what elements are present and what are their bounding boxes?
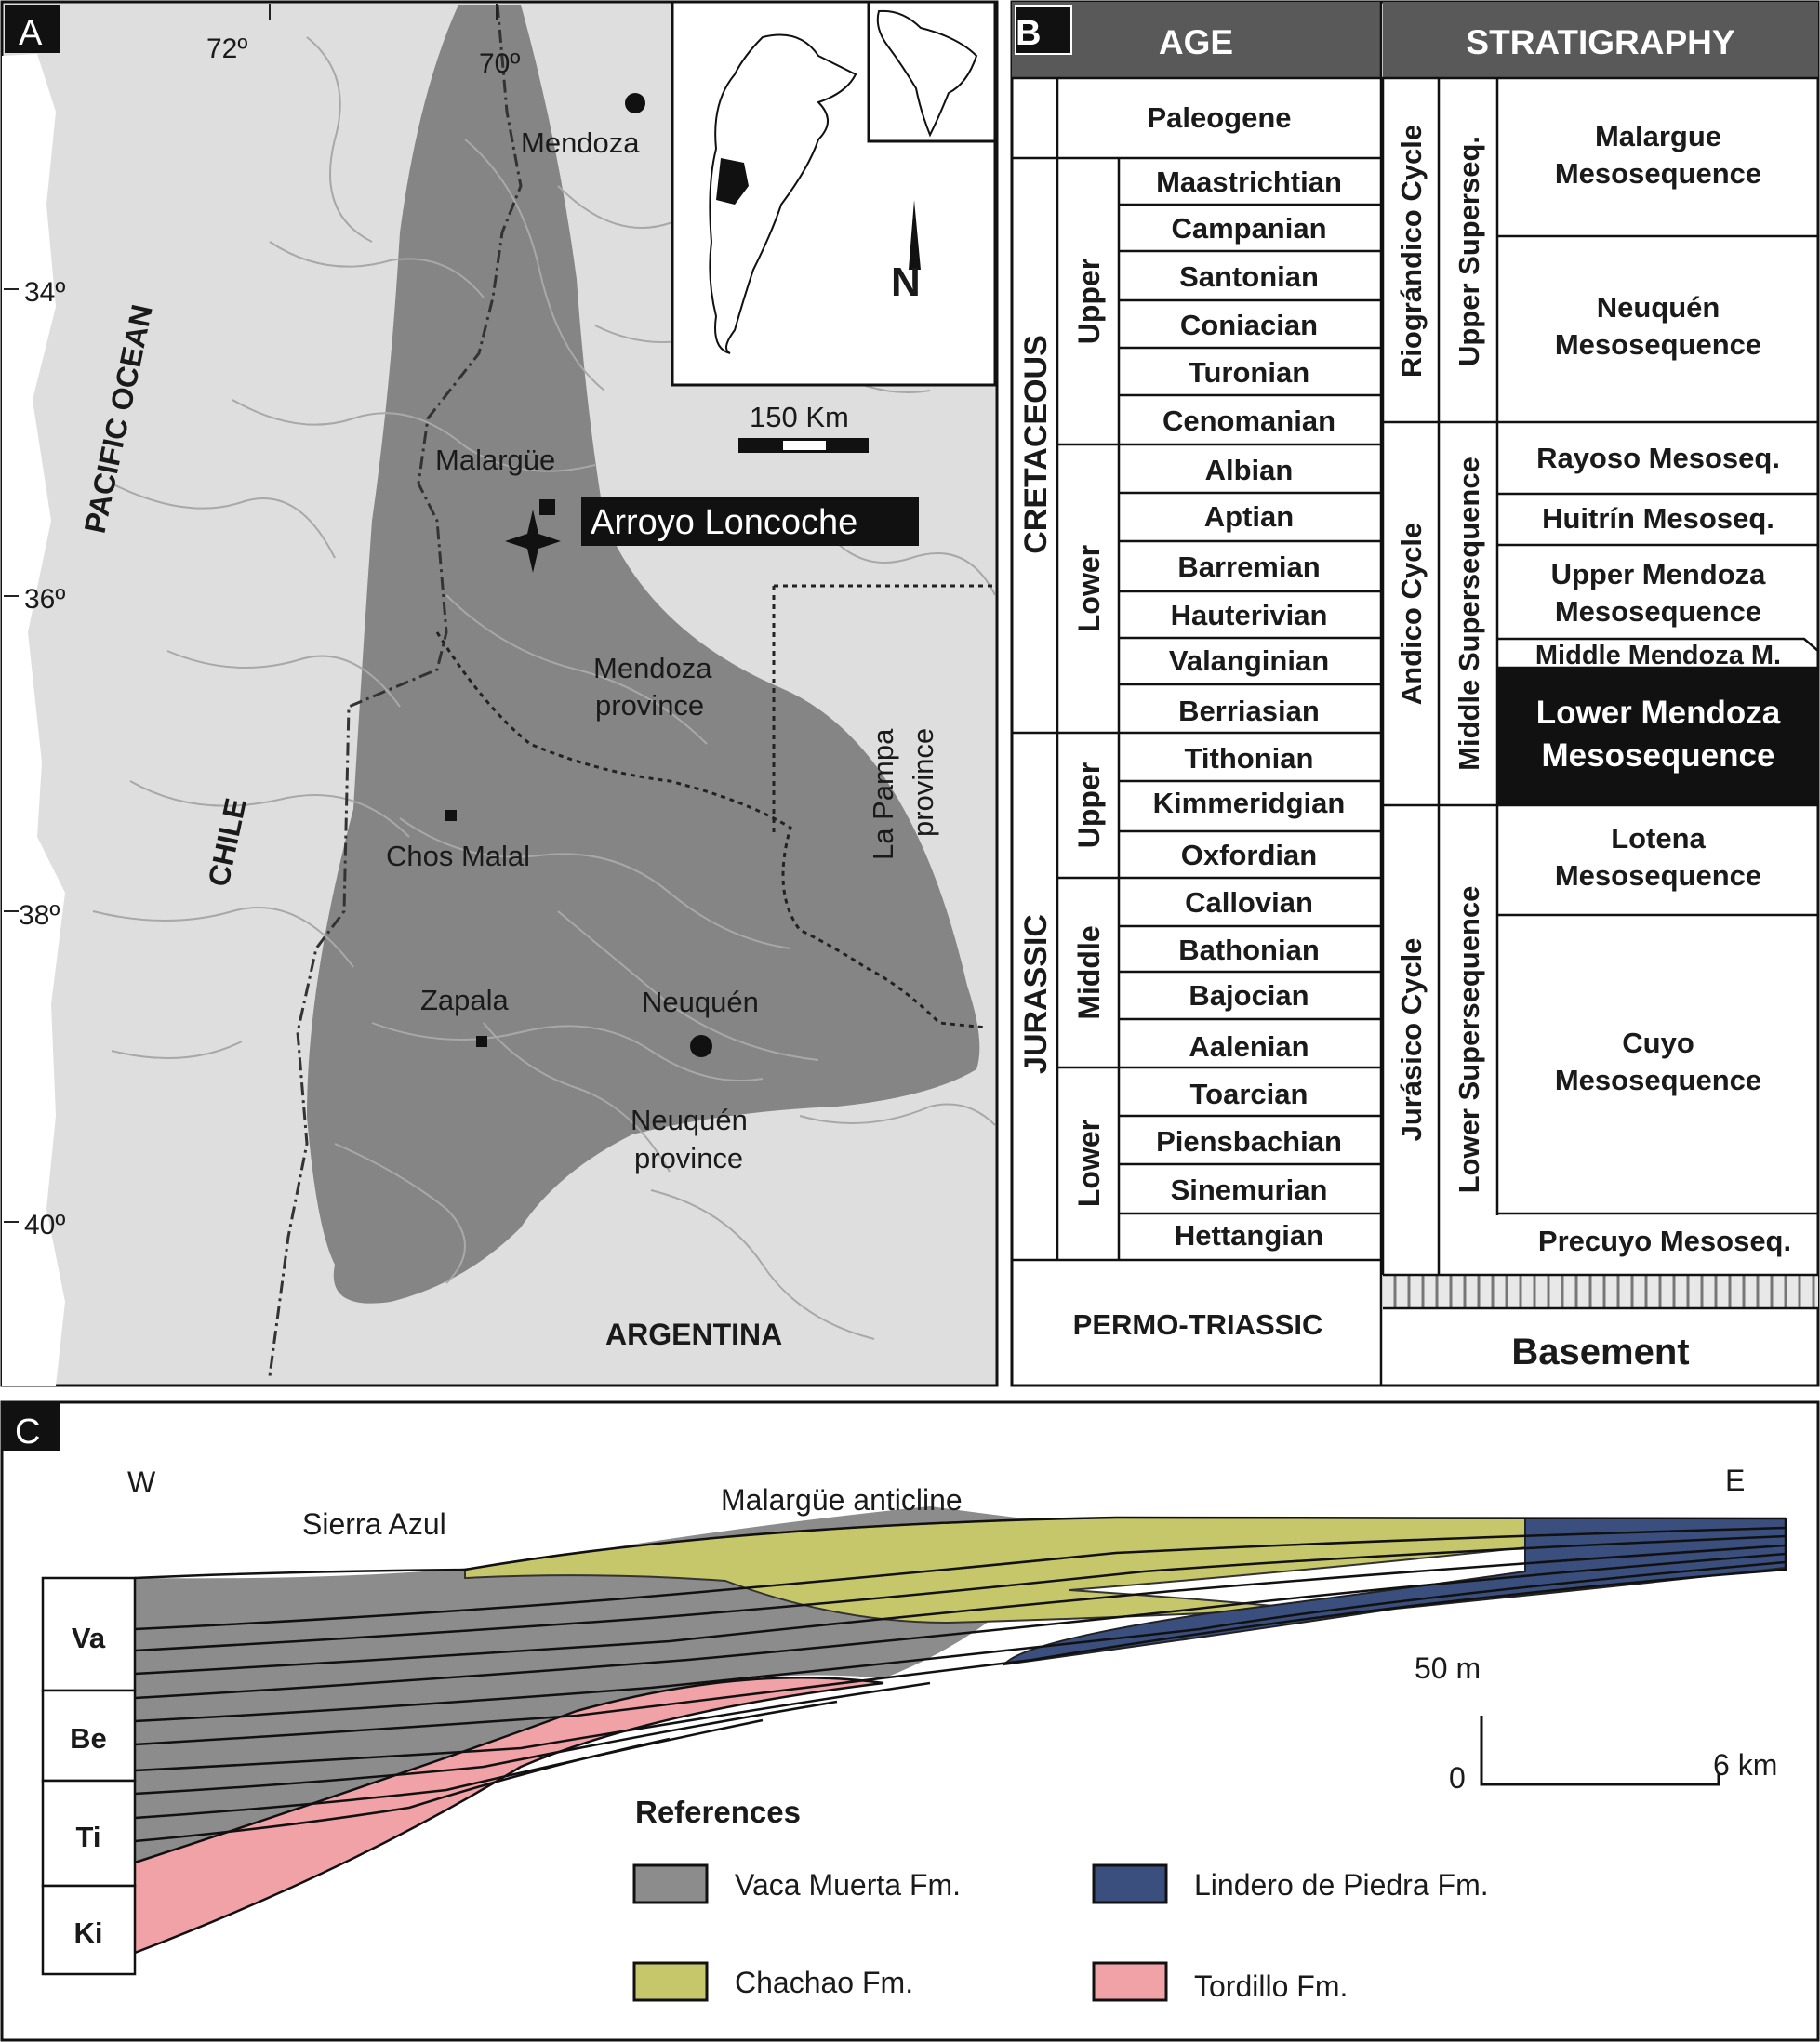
panel-b-stratigraphy [1012,2,1818,1386]
stage-label: Barremian [1177,550,1321,583]
lapampa-province-1: La Pampa [867,728,899,860]
stage-label: Oxfordian [1180,839,1318,871]
legend-label-chachao: Chachao Fm. [735,1966,914,1999]
east-label: E [1725,1464,1746,1497]
city-neuquen: Neuquén [642,986,759,1018]
legend-label-tordillo: Tordillo Fm. [1194,1969,1348,2003]
panel-a-label: A [19,14,43,53]
neuquen-province-1: Neuquén [631,1104,748,1136]
map-scale-label: 150 Km [750,401,849,433]
legend-swatch-lindero [1094,1865,1166,1903]
city-malargue: Malargüe [435,444,556,476]
lat-38: 38º [19,900,60,931]
map-scale-bar [738,438,869,453]
mendoza-city-marker [625,93,645,113]
stratigraphy-header: STRATIGRAPHY [1466,23,1735,61]
rayoso-meso: Rayoso Mesoseq. [1536,442,1780,474]
stage-label: Toarcian [1189,1078,1309,1110]
series-upper-cret: Upper [1072,258,1106,345]
legend-swatch-vaca-muerta [634,1865,707,1903]
upper-superseq: Upper Superseq. [1453,135,1485,367]
panel-c-cross-section [2,1402,1818,2040]
malargue-anticline-label: Malargüe anticline [721,1483,963,1517]
stage-label: Hettangian [1174,1219,1324,1252]
neuquen-city-marker [690,1035,712,1057]
stage-label: Valanginian [1168,644,1330,677]
stage-label: Cenomanian [1162,404,1336,437]
stage-label: Berriasian [1178,695,1320,727]
middle-mendoza: Middle Mendoza M. [1534,641,1782,670]
malargue-meso-1: Malargue [1594,120,1722,152]
stage-label: Hauterivian [1170,599,1328,631]
stage-label: Bajocian [1189,979,1309,1012]
jurassic-label: JURASSIC [1018,914,1054,1074]
svg-text:N: N [891,259,921,305]
south-america-inset [869,2,995,141]
stage-label: Sinemurian [1170,1173,1328,1206]
lon-70: 70º [479,48,521,79]
sierra-azul-label: Sierra Azul [302,1507,446,1541]
column-ki: Ki [73,1916,103,1949]
andico-cycle: Andico Cycle [1395,522,1428,706]
neuquen-meso-2: Mesosequence [1554,328,1762,361]
lower-mendoza-highlight [1497,668,1818,805]
stage-label: Aalenian [1189,1030,1309,1063]
stage-label: Callovian [1185,886,1313,919]
neuquen-meso-1: Neuquén [1596,291,1720,324]
middle-supersequence: Middle Supersequence [1453,457,1485,771]
scale-horizontal-label: 6 km [1713,1748,1778,1782]
column-be: Be [70,1722,107,1755]
locality-label: Arroyo Loncoche [591,503,858,542]
lat-36: 36º [24,584,66,615]
scale-vertical-label: 50 m [1415,1651,1481,1685]
lat-40: 40º [24,1210,66,1240]
city-mendoza: Mendoza [521,126,640,159]
cuyo-meso-2: Mesosequence [1554,1064,1762,1096]
column-va: Va [71,1622,106,1654]
mendoza-province-2: province [595,689,705,722]
pacific-ocean-label: PACIFIC OCEAN [77,301,159,537]
stage-label: Maastrichtian [1156,166,1342,198]
scale-zero-label: 0 [1449,1761,1466,1795]
series-upper-jur: Upper [1072,762,1106,849]
age-header: AGE [1158,23,1234,61]
lower-mendoza-2: Mesosequence [1541,737,1775,774]
stage-label: Santonian [1179,260,1319,293]
unconformity-hatch [1383,1275,1818,1308]
neuquen-province-2: province [634,1142,744,1174]
stage-label: Tithonian [1184,742,1314,775]
malargue-city-marker [539,499,555,515]
lower-mendoza-1: Lower Mendoza [1535,695,1781,731]
legend-label-lindero: Lindero de Piedra Fm. [1194,1868,1489,1902]
huitrin-meso: Huitrín Mesoseq. [1542,502,1774,535]
stage-label: Kimmeridgian [1152,787,1346,819]
series-lower-jur: Lower [1072,1119,1106,1208]
legend-swatch-tordillo [1094,1963,1166,2000]
west-label: W [127,1465,156,1499]
lotena-meso-1: Lotena [1611,822,1706,855]
paleogene-label: Paleogene [1147,101,1292,134]
lower-supersequence: Lower Supersequence [1453,885,1485,1194]
references-title: References [635,1795,801,1829]
stage-label: Campanian [1171,212,1327,245]
legend-swatch-chachao [634,1963,707,2000]
chile-label: CHILE [201,795,253,890]
permo-triassic-label: PERMO-TRIASSIC [1072,1308,1323,1341]
upper-mendoza-2: Mesosequence [1554,595,1762,628]
malargue-meso-2: Mesosequence [1554,157,1762,190]
chos-malal-city-marker [445,810,457,821]
legend-label-vaca-muerta: Vaca Muerta Fm. [735,1868,962,1902]
basement-label: Basement [1511,1332,1690,1372]
cretaceous-label: CRETACEOUS [1018,335,1054,554]
jurasico-cycle: Jurásico Cycle [1395,937,1428,1142]
stage-label: Turonian [1188,356,1310,389]
panel-a-map [2,2,997,1386]
city-zapala: Zapala [420,984,509,1016]
city-chos-malal: Chos Malal [386,840,531,872]
stage-label: Bathonian [1178,934,1320,966]
argentina-label: ARGENTINA [605,1318,783,1351]
cuyo-meso-1: Cuyo [1622,1027,1694,1059]
precuyo-meso: Precuyo Mesoseq. [1537,1225,1792,1257]
stage-label: Coniacian [1179,309,1319,341]
stage-label: Albian [1204,454,1294,486]
lat-34: 34º [24,277,66,308]
series-lower-cret: Lower [1072,544,1106,633]
mendoza-province-1: Mendoza [593,652,712,684]
panel-c-label: C [15,1412,41,1452]
stage-label: Aptian [1203,500,1295,533]
riograndico-cycle: Riográndico Cycle [1395,124,1428,378]
column-ti: Ti [75,1821,101,1853]
lotena-meso-2: Mesosequence [1554,859,1762,892]
upper-mendoza-1: Upper Mendoza [1550,558,1766,590]
series-middle-jur: Middle [1072,925,1106,1020]
lapampa-province-2: province [907,727,939,837]
zapala-city-marker [476,1036,487,1047]
lon-72: 72º [206,33,248,64]
stage-label: Piensbachian [1156,1125,1342,1158]
panel-b-label: B [1016,14,1042,53]
